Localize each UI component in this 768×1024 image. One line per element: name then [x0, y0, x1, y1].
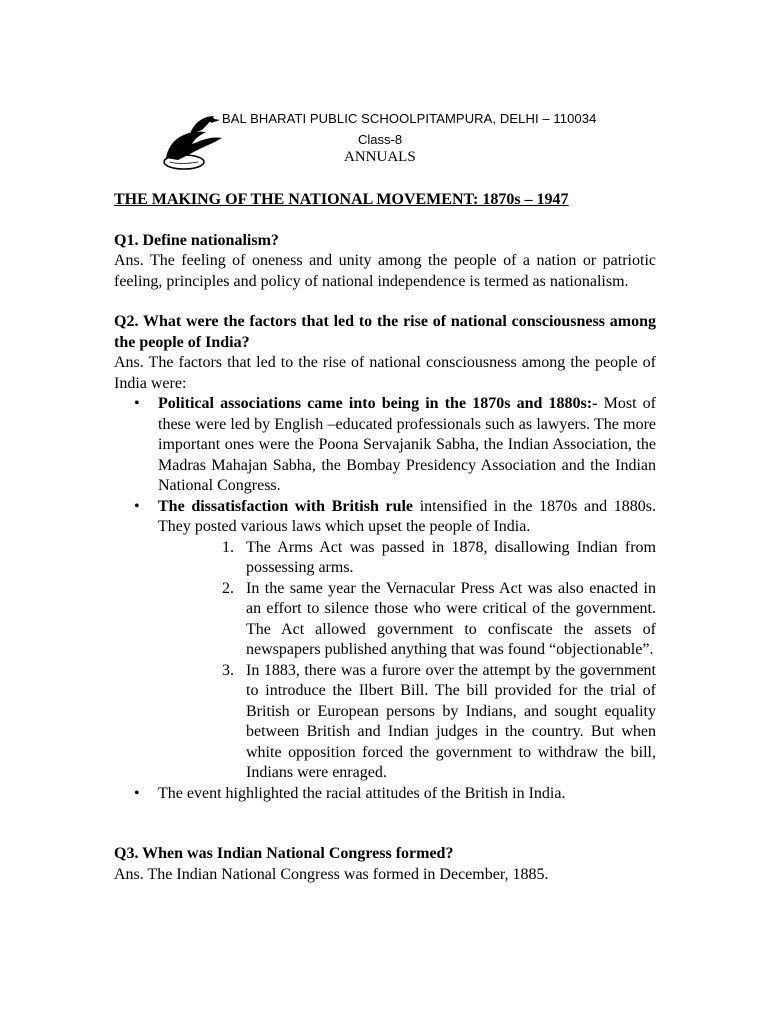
- numbered-item: [158, 661, 656, 784]
- bullet-text: Most of these were led by English –educated professionals such as lawyers. The more important ones were the Poona Servajanik Sabha, the Indian Association, the Madras Mahajan Sabha, the Bombay Presidency Association and the Indian National Congress.: [158, 395, 656, 494]
- numbered-list: [158, 538, 656, 784]
- school-emblem-bird-logo-icon: [160, 114, 226, 172]
- question-1-text: Q1. Define nationalism?: [114, 231, 279, 249]
- document-body: [114, 190, 656, 905]
- question-3-text: Q3. When was Indian National Congress formed?: [114, 845, 454, 862]
- item-number: 3.: [222, 661, 234, 679]
- chapter-title: THE MAKING OF THE NATIONAL MOVEMENT: 1870s – 1947: [114, 191, 569, 208]
- answer-2-intro: Ans. The factors that led to the rise of national consciousness among the people of India were:: [114, 354, 656, 392]
- numbered-item: [158, 538, 656, 579]
- bullet-text: The event highlighted the racial attitudes of the British in India.: [158, 784, 566, 802]
- numbered-item: [158, 579, 656, 661]
- school-name: BAL BHARATI PUBLIC SCHOOLPITAMPURA, DELHI – 110034: [222, 111, 597, 126]
- item-text: In the same year the Vernacular Press Act was also enacted in an effort to silence those who were critical of the government. The Act allowed government to confiscate the assets of newspapers published anything that was found “objectionable”.: [246, 579, 656, 658]
- bullet-text: intensified in the 1870s and 1880s. They posted various laws which upset the people of India.: [158, 497, 656, 535]
- question-1: [114, 231, 656, 293]
- answer-1-text: Ans. The feeling of oneness and unity among the people of a nation or patriotic feeling, principles and policy of national independence is termed as nationalism.: [114, 252, 656, 290]
- item-text: The Arms Act was passed in 1878, disallowing Indian from possessing arms.: [246, 538, 656, 576]
- question-2: [114, 312, 656, 804]
- bullet-item: [114, 394, 656, 497]
- school-header: [160, 108, 680, 172]
- exam-label: ANNUALS: [344, 149, 416, 165]
- question-2-text: Q2. What were the factors that led to the rise of national consciousness among the people of India?: [114, 313, 656, 351]
- answer-3-text: Ans. The Indian National Congress was formed in December, 1885.: [114, 865, 549, 883]
- question-3: [114, 844, 656, 885]
- answer-2-bullets: [114, 394, 656, 804]
- bullet-item: [114, 784, 656, 805]
- bullet-item: [114, 497, 656, 784]
- item-number: 2.: [222, 579, 234, 597]
- bullet-heading: Political associations came into being in the 1870s and 1880s:-: [158, 395, 598, 412]
- bullet-heading: The dissatisfaction with British rule: [158, 497, 414, 515]
- item-text: In 1883, there was a furore over the attempt by the government to introduce the Ilbert Bill. The bill provided for the trial of British or European persons by Indians, and sought equality between British and Indian judges in the country. But when white opposition forced the government to withdraw the bill, Indians were enraged.: [246, 661, 656, 781]
- class-label: Class-8: [358, 132, 403, 147]
- item-number: 1.: [222, 538, 234, 556]
